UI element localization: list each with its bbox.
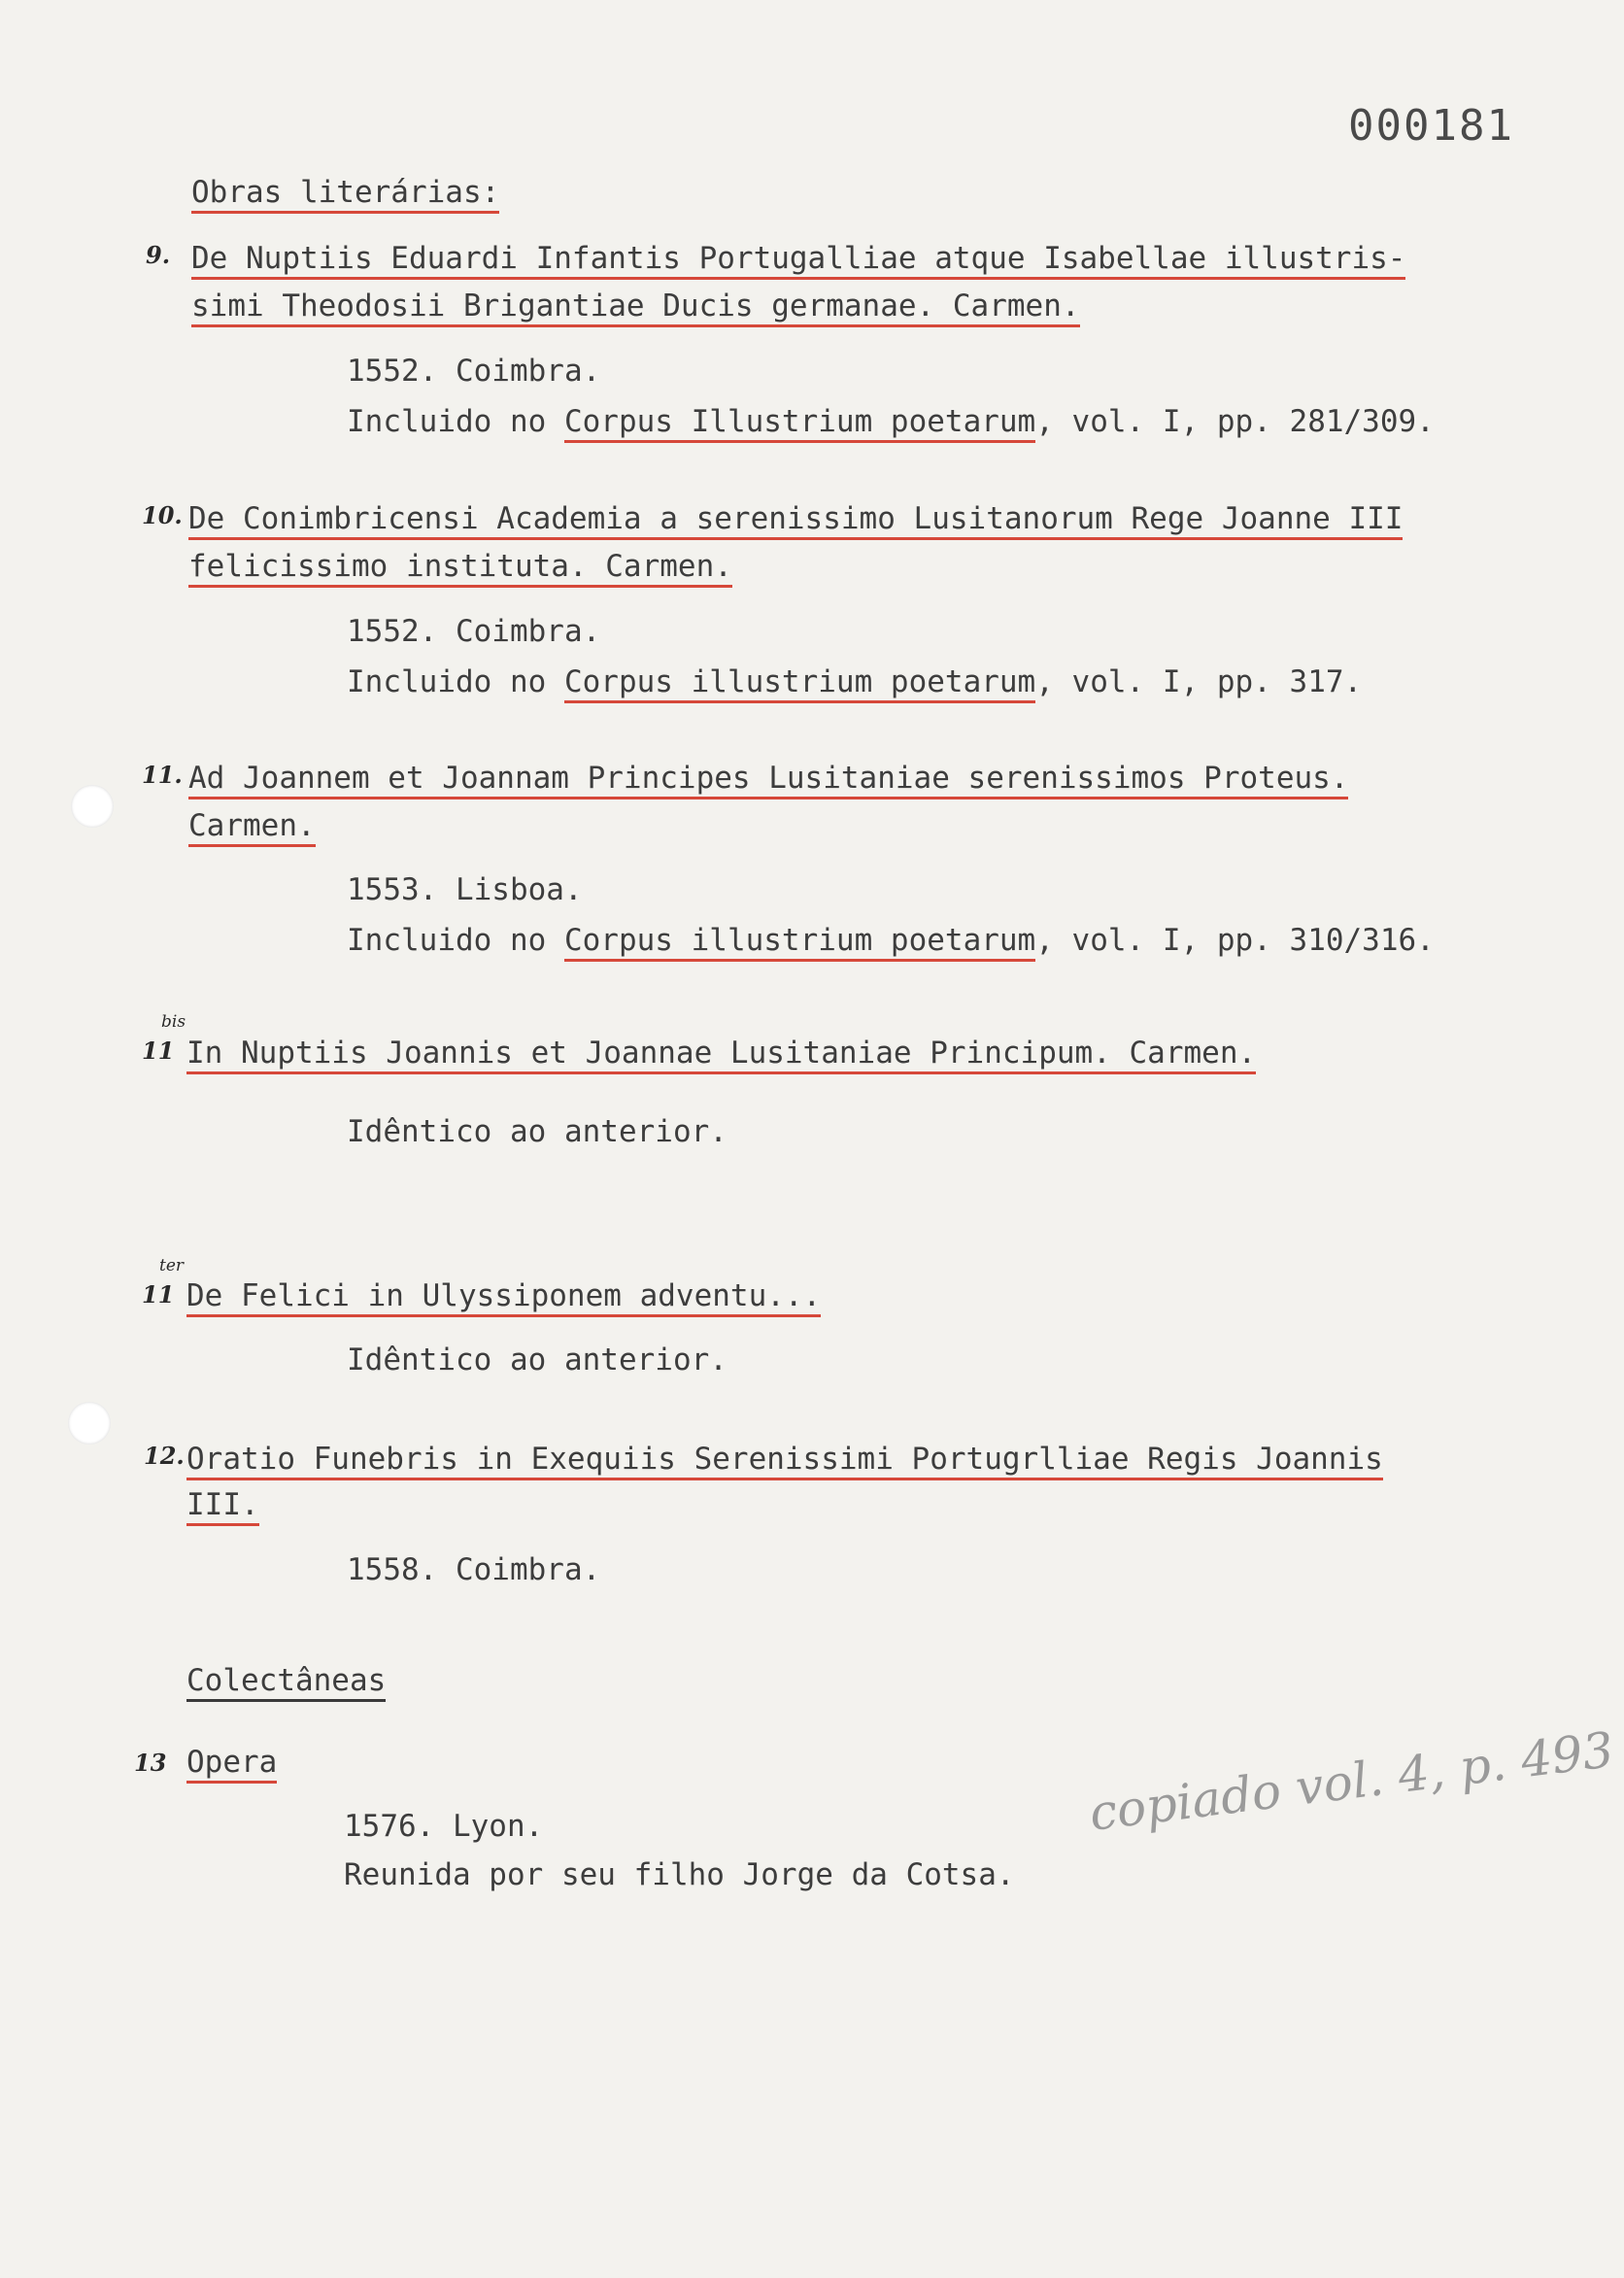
entry-date: 1576. Lyon. xyxy=(344,1809,544,1844)
entry-title-line: felicissimo instituta. Carmen. xyxy=(188,547,732,586)
entry-title-line: De Conimbricensi Academia a serenissimo Lusitanorum Rege Joanne III xyxy=(188,499,1403,538)
entry-inclusion: Incluido no Corpus illustrium poetarum, vol. I, pp. 310/316. xyxy=(347,921,1435,960)
handwritten-note: copiado vol. 4, p. 493 xyxy=(1086,1721,1617,1842)
entry-date: 1552. Coimbra. xyxy=(347,614,601,649)
entry-number: 11 xyxy=(142,1280,175,1309)
entry-number: 10. xyxy=(142,501,183,529)
entry-date: 1558. Coimbra. xyxy=(347,1552,601,1587)
entry-number: 13 xyxy=(134,1749,167,1777)
entry-title-line: Carmen. xyxy=(188,806,316,845)
entry-title-line: Opera xyxy=(186,1743,277,1782)
entry-title-line: Ad Joannem et Joannam Principes Lusitaniae serenissimos Proteus. xyxy=(188,759,1348,798)
entry-number: 11. xyxy=(142,761,183,789)
entry-note: Idêntico ao anterior. xyxy=(347,1343,727,1377)
entry-title-line: III. xyxy=(186,1485,259,1524)
punch-hole xyxy=(68,1402,111,1445)
punch-hole xyxy=(71,785,114,828)
section-heading-collections: Colectâneas xyxy=(186,1661,386,1700)
entry-inclusion: Incluido no Corpus Illustrium poetarum, vol. I, pp. 281/309. xyxy=(347,402,1435,441)
entry-title-line: De Felici in Ulyssiponem adventu... xyxy=(186,1276,821,1315)
entry-title-line: Oratio Funebris in Exequiis Serenissimi Portugrlliae Regis Joannis xyxy=(186,1440,1383,1479)
entry-number-superscript: ter xyxy=(159,1256,185,1275)
section-heading-literary: Obras literárias: xyxy=(191,173,499,212)
entry-number: 12. xyxy=(144,1442,185,1470)
entry-date: 1552. Coimbra. xyxy=(347,354,601,389)
entry-number: 11 xyxy=(142,1037,175,1065)
entry-number: 9. xyxy=(146,241,171,269)
entry-date: 1553. Lisboa. xyxy=(347,872,583,907)
entry-number-superscript: bis xyxy=(161,1012,186,1032)
entry-title-line: De Nuptiis Eduardi Infantis Portugalliae atque Isabellae illustris- xyxy=(191,239,1405,278)
entry-title-line: simi Theodosii Brigantiae Ducis germanae. Carmen. xyxy=(191,287,1080,325)
entry-note: Reunida por seu filho Jorge da Cotsa. xyxy=(344,1857,1015,1892)
entry-note: Idêntico ao anterior. xyxy=(347,1114,727,1149)
entry-inclusion: Incluido no Corpus illustrium poetarum, vol. I, pp. 317. xyxy=(347,663,1362,701)
entry-title-line: In Nuptiis Joannis et Joannae Lusitaniae Principum. Carmen. xyxy=(186,1034,1256,1072)
archive-stamp-number: 000181 xyxy=(1348,101,1514,151)
